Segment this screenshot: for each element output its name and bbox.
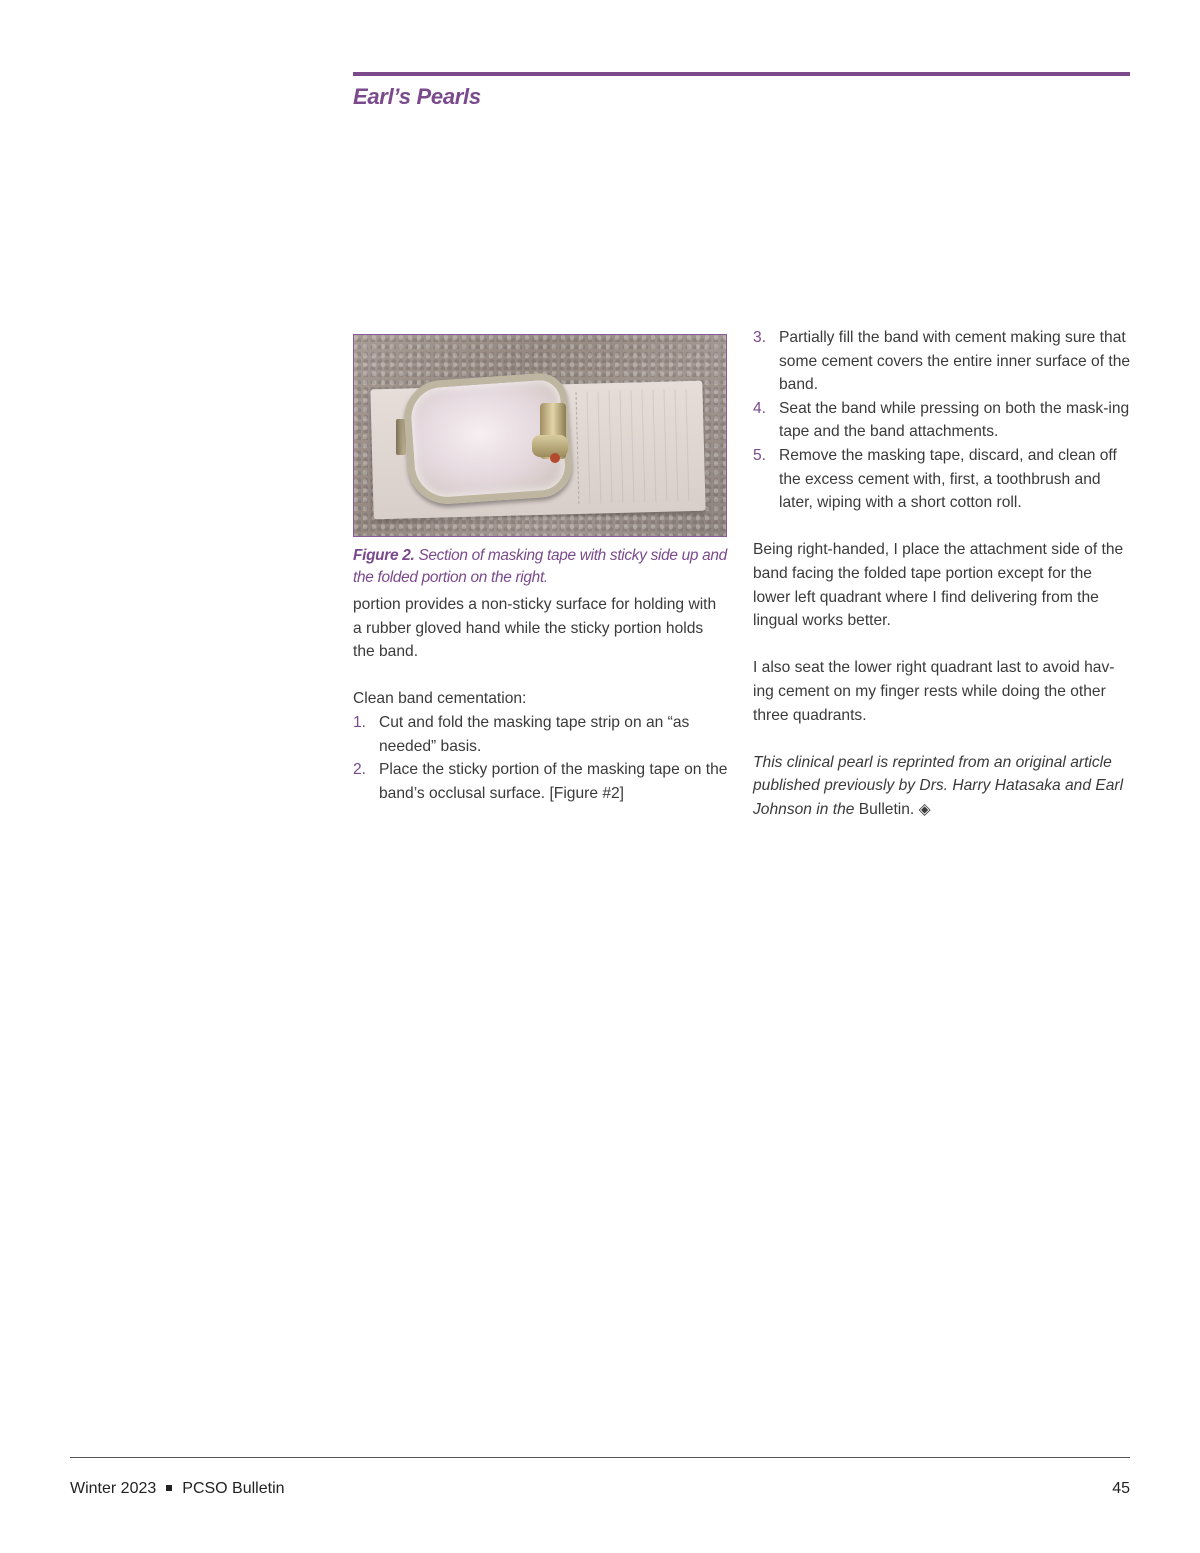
- footer-left: [70, 1480, 285, 1498]
- step-text: Place the sticky portion of the masking tape on the band’s occlusal surface. [Figure #2]: [379, 761, 728, 802]
- header-rule: [353, 72, 1130, 76]
- page-number: 45: [1112, 1480, 1130, 1497]
- list-item: [753, 397, 1133, 444]
- figure-caption-text: Section of masking tape with sticky side up and the folded portion on the right.: [353, 547, 727, 586]
- list-item: [753, 444, 1133, 515]
- step-number: 3.: [753, 329, 767, 346]
- right-column: [753, 326, 1133, 821]
- list-intro: Clean band cementation:: [353, 690, 527, 708]
- step-list-right: [753, 326, 1133, 515]
- figure-label: Figure 2.: [353, 547, 415, 564]
- footer-publication: PCSO Bulletin: [182, 1480, 285, 1497]
- figure-2: [353, 334, 729, 589]
- figure-photo: [353, 334, 727, 537]
- band-attachment-tube: [532, 435, 568, 457]
- list-item: [353, 711, 729, 758]
- left-column: [353, 334, 729, 805]
- body-paragraph: I also seat the lower right quadrant last to avoid hav-ing cement on my finger rests while doing the other three quadrants.: [753, 659, 1115, 724]
- step-number: 1.: [353, 713, 367, 731]
- step-text: Partially fill the band with cement making sure that some cement covers the entire inner surface of the band.: [779, 329, 1131, 394]
- section-title: Earl’s Pearls: [353, 84, 481, 109]
- square-bullet-icon: [166, 1485, 172, 1491]
- step-number: 5.: [753, 446, 767, 464]
- footer-rule: [70, 1457, 1130, 1458]
- reprint-note: [753, 751, 1133, 822]
- step-list-left: [353, 711, 729, 805]
- step-number: 4.: [753, 399, 767, 417]
- list-item: [353, 758, 729, 805]
- publication-name: Bulletin.: [858, 800, 915, 818]
- step-text: Seat the band while pressing on both the mask-ing tape and the band attachments.: [779, 399, 1130, 441]
- step-number: 2.: [353, 761, 367, 779]
- end-mark-icon: ◈: [918, 800, 931, 818]
- body-paragraph: portion provides a non-sticky surface for holding with a rubber gloved hand while the sticky portion holds the band.: [353, 596, 717, 661]
- step-text: Remove the masking tape, discard, and clean off the excess cement with, first, a toothbrush and later, wiping with a short cotton roll.: [779, 446, 1117, 512]
- attachment-hook: [550, 453, 560, 463]
- list-item: [753, 326, 1133, 397]
- step-text: Cut and fold the masking tape strip on an “as needed” basis.: [379, 713, 690, 755]
- body-paragraph: Being right-handed, I place the attachment side of the band facing the folded tape portion except for the lower left quadrant where I find delivering from the lingual works better.: [753, 541, 1124, 630]
- figure-caption: [353, 545, 729, 589]
- tape-folded-portion: [575, 389, 699, 504]
- reprint-note-text: This clinical pearl is reprinted from an original article published previously by Drs. Harry Hatasaka and Earl Johnson in the: [753, 753, 1124, 818]
- footer-season: Winter 2023: [70, 1480, 157, 1497]
